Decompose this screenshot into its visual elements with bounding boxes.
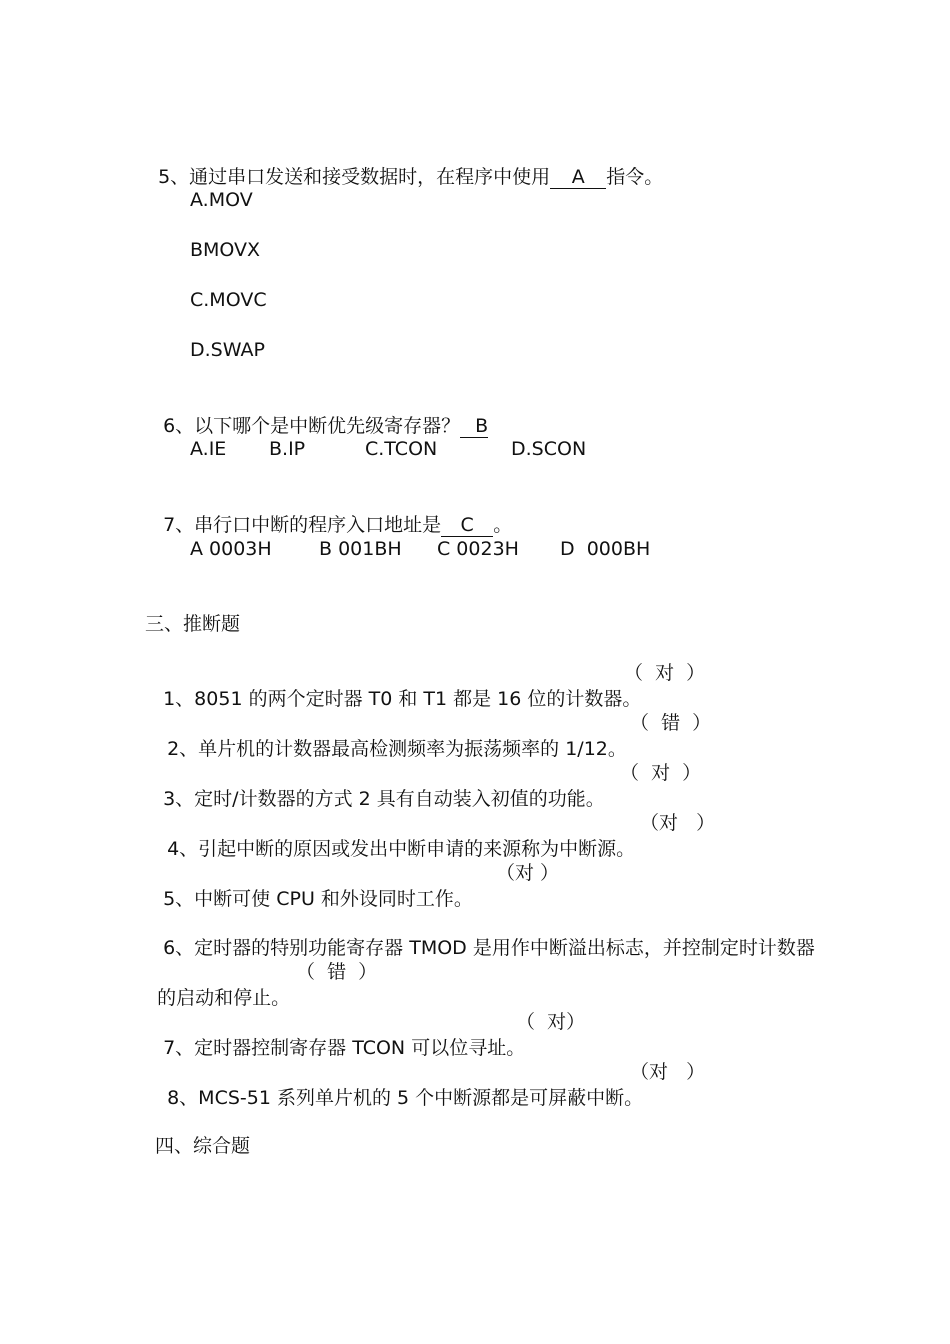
judgement-mark: （ 对 ） (624, 662, 706, 684)
judgement-item (155, 710, 627, 762)
judgement-mark: （ 错 ） (296, 961, 378, 983)
judgement-text: 1、8051 的两个定时器 T0 和 T1 都是 16 位的计数器。 (163, 688, 642, 710)
option: C.TCON (365, 438, 438, 460)
judgement-item (155, 810, 635, 862)
option: D.SCON (511, 438, 587, 460)
judgement-text: 4、引起中断的原因或发出中断申请的来源称为中断源。 (167, 838, 636, 860)
judgement-text: 2、单片机的计数器最高检测频率为振荡频率的 1/12。 (167, 738, 627, 760)
judgement-item (151, 760, 605, 812)
question-7-stem: 7、串行口中断的程序入口地址是 (163, 514, 442, 536)
answer-text: B (475, 415, 489, 437)
section-3-heading: 三、推断题 (145, 613, 241, 635)
option: B.IP (269, 438, 306, 460)
option: A.IE (190, 438, 227, 460)
judgement-text: 7、定时器控制寄存器 TCON 可以位寻址。 (163, 1037, 526, 1059)
judgement-item (151, 860, 473, 912)
judgement-item (151, 660, 641, 712)
answer-blank (550, 166, 606, 189)
question-5 (146, 138, 663, 190)
judgement-text: 6、定时器的特别功能寄存器 TMOD 是用作中断溢出标志，并控制定时计数器 (163, 937, 815, 959)
judgement-item (145, 959, 290, 1011)
option: D.SWAP (190, 339, 265, 361)
judgement-text: 3、定时/计数器的方式 2 具有自动装入初值的功能。 (163, 788, 605, 810)
option: BMOVX (190, 239, 261, 261)
question-6-stem: 6、以下哪个是中断优先级寄存器？ (163, 415, 461, 437)
judgement-mark: （ 错 ） (630, 712, 712, 734)
judgement-text: 8、MCS-51 系列单片机的 5 个中断源都是可屏蔽中断。 (167, 1087, 644, 1109)
option: B 001BH (319, 538, 402, 560)
judgement-mark: （ 对 ） (620, 762, 702, 784)
judgement-item (155, 1059, 643, 1111)
judgement-item (151, 909, 815, 961)
answer-blank (460, 415, 488, 438)
judgement-mark: （对 ） (640, 812, 716, 834)
judgement-mark: （ 对） (516, 1011, 586, 1033)
question-7-tail: 。 (493, 514, 513, 536)
judgement-text: 的启动和停止。 (157, 987, 291, 1009)
section-4-heading: 四、综合题 (155, 1135, 251, 1157)
option: A.MOV (190, 189, 253, 211)
judgement-mark: （对 ） (630, 1061, 706, 1083)
option: A 0003H (190, 538, 272, 560)
option: C 0023H (437, 538, 519, 560)
judgement-text: 5、中断可使 CPU 和外设同时工作。 (163, 888, 473, 910)
question-6 (151, 387, 488, 439)
question-5-stem: 5、通过串口发送和接受数据时，在程序中使用 (158, 166, 551, 188)
answer-text: A (571, 166, 585, 188)
option: D 000BH (560, 538, 651, 560)
answer-blank (441, 514, 493, 537)
judgement-item (151, 1009, 525, 1061)
answer-text: C (460, 514, 474, 536)
question-5-tail: 指令。 (606, 166, 664, 188)
option: C.MOVC (190, 289, 267, 311)
question-7 (151, 486, 512, 538)
judgement-mark: （对 ） (496, 862, 560, 884)
